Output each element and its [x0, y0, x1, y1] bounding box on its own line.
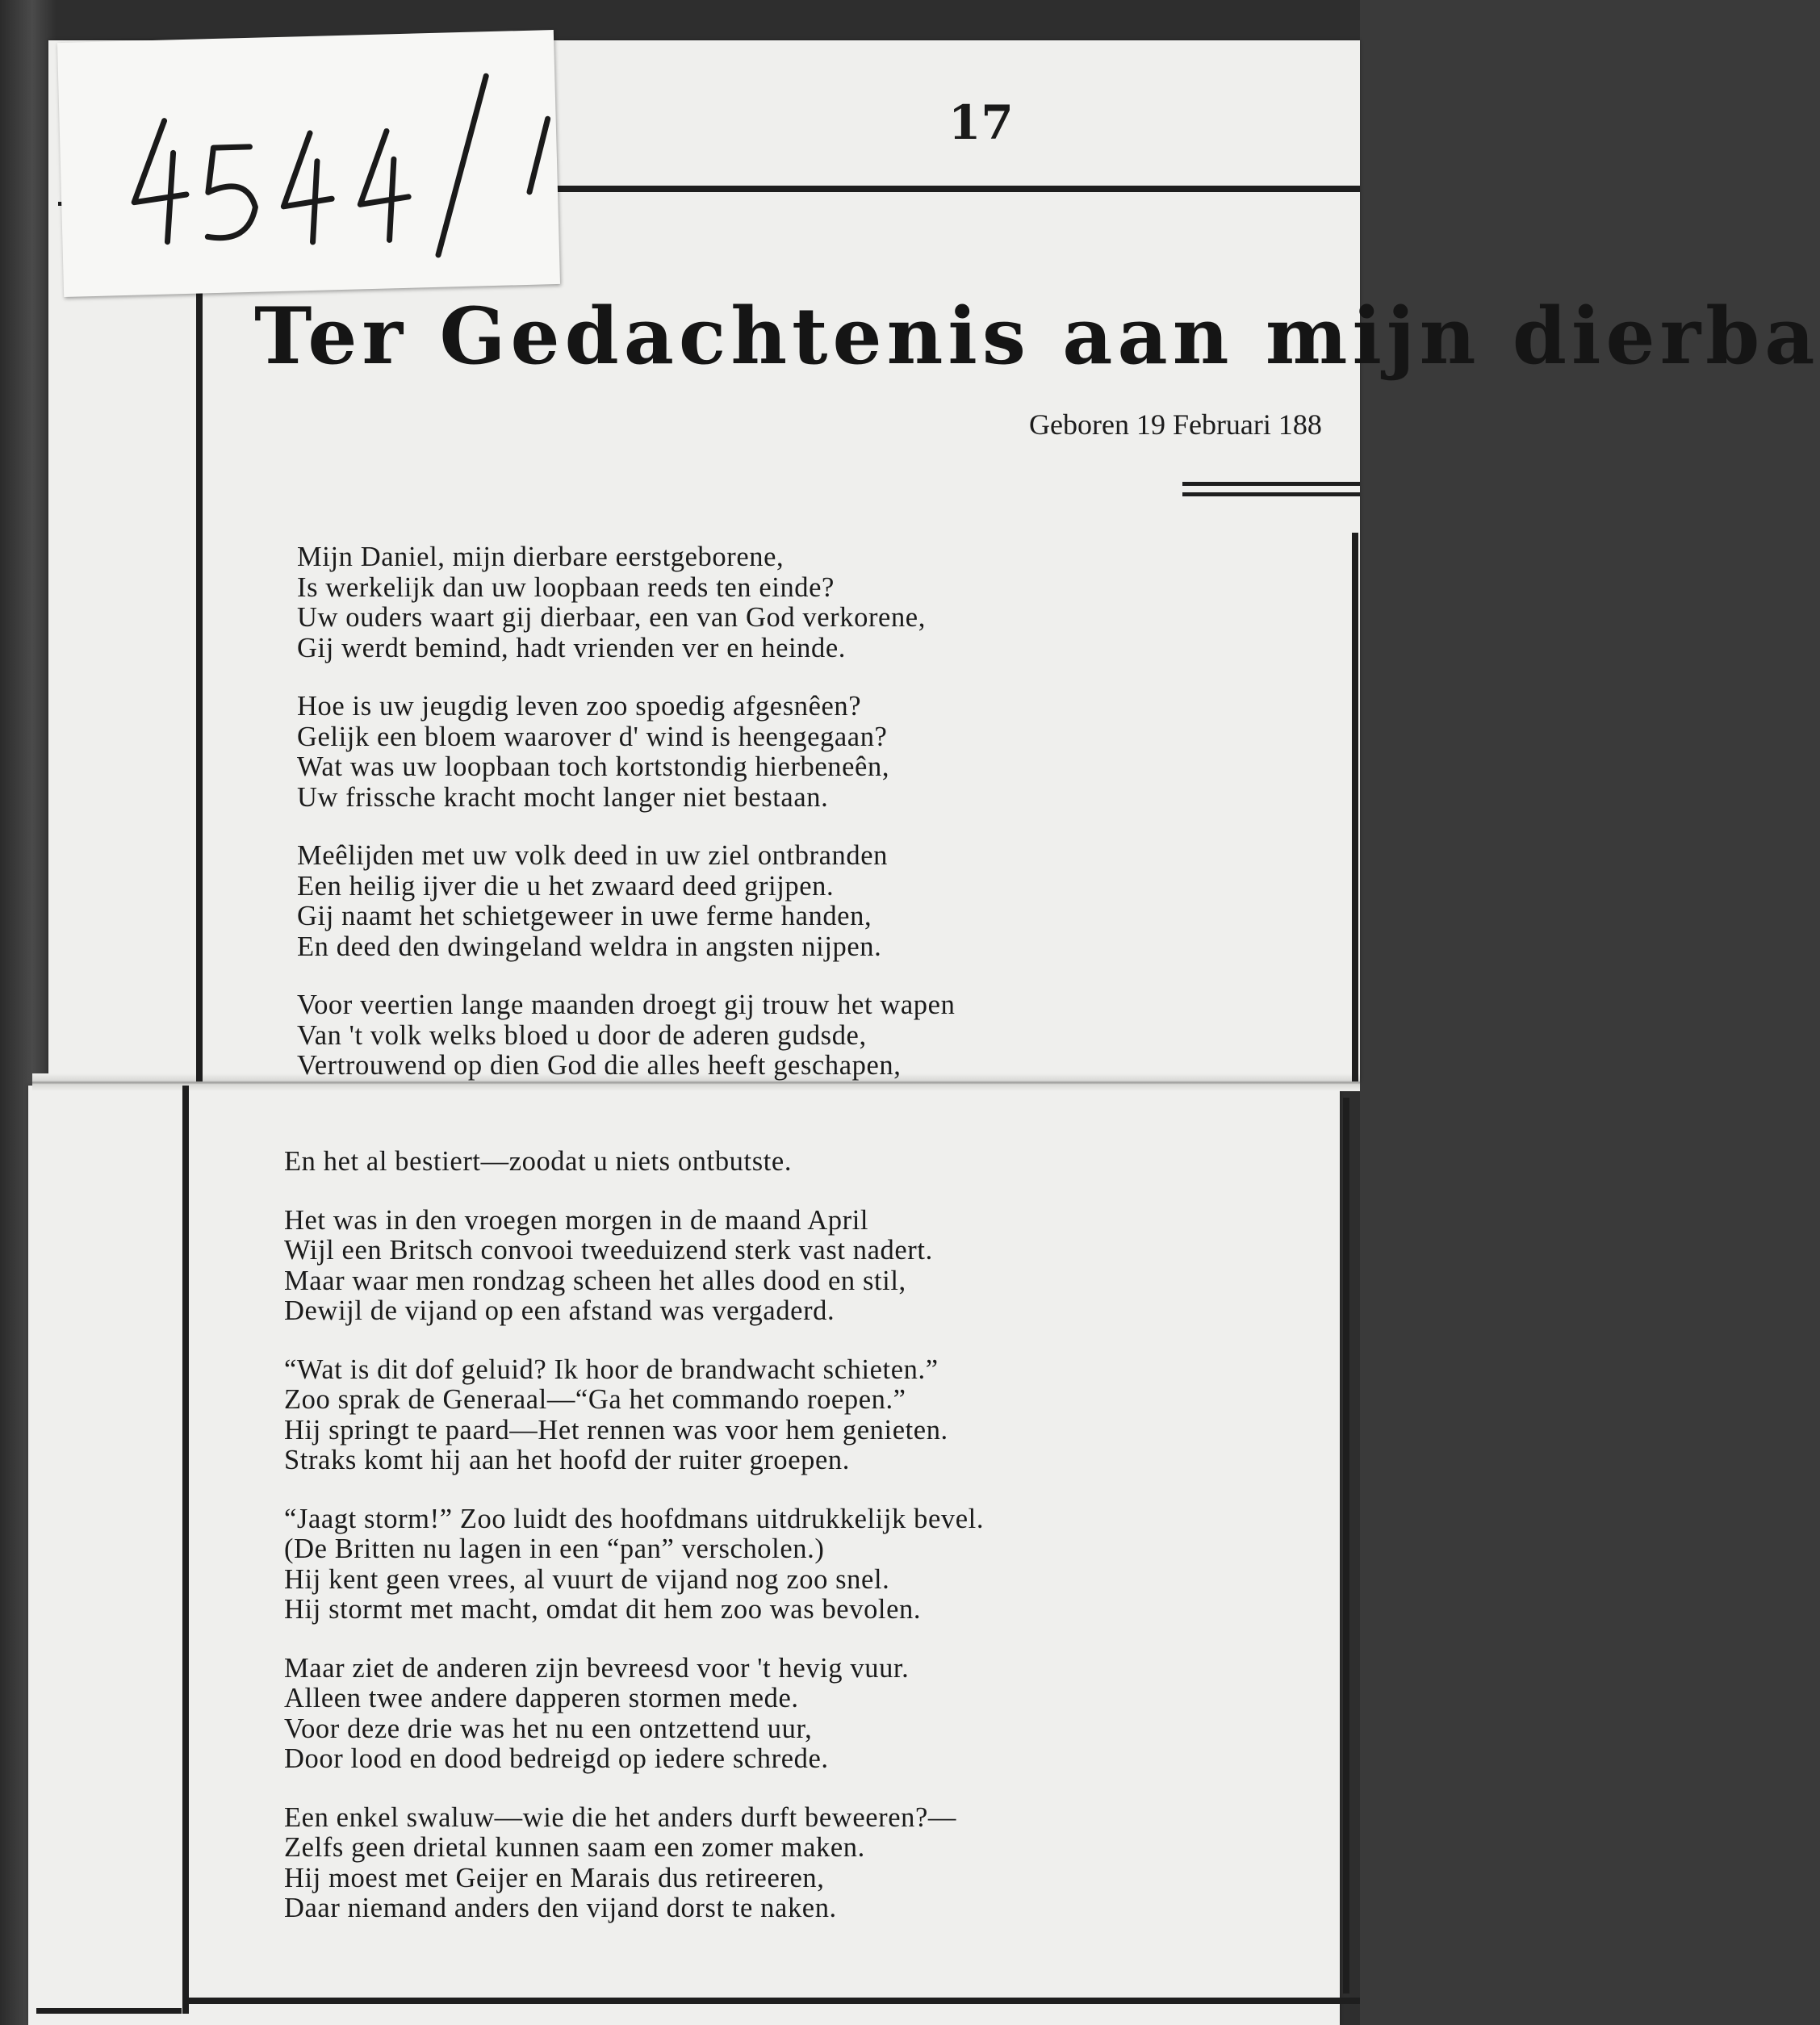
poem-line: Hij springt te paard—Het rennen was voor hem genieten.: [284, 1414, 948, 1446]
poem-upper: [297, 542, 1225, 1110]
stanza: [284, 1355, 1212, 1476]
poem-line: En het al bestiert—zoodat u niets ontbutste.: [284, 1146, 793, 1177]
poem-line: Van 't volk welks bloed u door de aderen gudsde,: [297, 1019, 867, 1051]
poem-line: Een heilig ijver die u het zwaard deed grijpen.: [297, 870, 835, 902]
poem-line: Zelfs geen drietal kunnen saam een zomer maken.: [284, 1832, 865, 1863]
poem-line: Door lood en dood bedreigd op iedere schrede.: [284, 1743, 829, 1774]
double-rule-lower: [1182, 492, 1360, 496]
poem-line: “Jaagt storm!” Zoo luidt des hoofdmans uitdrukkelijk bevel.: [284, 1503, 985, 1534]
poem-line: Gelijk een bloem waarover d' wind is heengegaan?: [297, 721, 888, 752]
poem-line: Het was in den vroegen morgen in de maand April: [284, 1204, 869, 1236]
catalog-label: [57, 30, 560, 297]
poem-line: Is werkelijk dan uw loopbaan reeds ten einde?: [297, 571, 835, 603]
poem-line: Hij stormt met macht, omdat dit hem zoo was bevolen.: [284, 1594, 922, 1625]
poem-line: En deed den dwingeland weldra in angsten nijpen.: [297, 931, 882, 962]
border-rule-bottom-left: [36, 2008, 182, 2014]
stanza: [284, 1803, 1212, 1924]
poem-line: Wat was uw loopbaan toch kortstondig hierbeneên,: [297, 751, 890, 782]
poem-line: Maar waar men rondzag scheen het alles dood en stil,: [284, 1265, 906, 1296]
poem-line: Een enkel swaluw—wie die het anders durft beweeren?—: [284, 1801, 957, 1833]
memorial-title: Ter Gedachtenis aan mijn dierba: [254, 291, 1820, 382]
poem-line: “Wat is dit dof geluid? Ik hoor de brandwacht schieten.”: [284, 1353, 939, 1385]
poem-line: Hij kent geen vrees, al vuurt de vijand nog zoo snel.: [284, 1563, 890, 1595]
border-rule-bottom: [189, 1998, 1360, 2004]
poem-line: Gij naamt het schietgeweer in uwe ferme handen,: [297, 901, 872, 931]
poem-line: Voor veertien lange maanden droegt gij trouw het wapen: [297, 989, 956, 1020]
poem-line: Mijn Daniel, mijn dierbare eerstgeborene,: [297, 542, 784, 572]
stanza: [284, 1147, 1212, 1178]
poem-line: Straks komt hij aan het hoofd der ruiter groepen.: [284, 1445, 851, 1475]
poem-line: Uw ouders waart gij dierbaar, een van God verkorene,: [297, 602, 926, 633]
poem-line: Wijl een Britsch convooi tweeduizend sterk vast nadert.: [284, 1235, 933, 1266]
border-rule-top: [553, 186, 1360, 192]
poem-line: Maar ziet de anderen zijn bevreesd voor 't hevig vuur.: [284, 1652, 910, 1684]
poem-line: Dewijl de vijand op een afstand was vergaderd.: [284, 1295, 835, 1326]
poem-line: Hij moest met Geijer en Marais dus retireeren,: [284, 1862, 825, 1893]
poem-line: Uw frissche kracht mocht langer niet bestaan.: [297, 781, 829, 813]
poem-line: Alleen twee andere dapperen stormen mede.: [284, 1683, 799, 1713]
stanza: [284, 1206, 1212, 1327]
poem-line: (De Britten nu lagen in een “pan” verscholen.): [284, 1533, 825, 1564]
poem-line: Meêlijden met uw volk deed in uw ziel ontbranden: [297, 840, 889, 871]
poem-lower: [284, 1147, 1212, 1952]
stanza: [297, 990, 1225, 1082]
poem-line: Voor deze drie was het nu een ontzettend uur,: [284, 1713, 813, 1744]
border-rule-right-lower: [1343, 1098, 1349, 1994]
poem-line: Gij werdt bemind, hadt vrienden ver en heinde.: [297, 632, 847, 663]
stanza: [284, 1504, 1212, 1625]
stanza: [297, 692, 1225, 813]
poem-line: Daar niemand anders den vijand dorst te naken.: [284, 1893, 837, 1923]
stanza: [297, 841, 1225, 962]
border-rule-left-lower: [182, 1086, 189, 2014]
stanza: [284, 1654, 1212, 1775]
border-rule-right-upper: [1352, 533, 1358, 1082]
page-number: 17: [948, 95, 1014, 150]
stanza: [297, 542, 1225, 663]
handwritten-catalog-number: [107, 62, 563, 276]
poem-line: Vertrouwend op dien God die alles heeft geschapen,: [297, 1050, 902, 1081]
poem-line: Zoo sprak de Generaal—“Ga het commando roepen.”: [284, 1384, 906, 1415]
birth-date-line: Geboren 19 Februari 188: [1029, 408, 1322, 441]
poem-line: Hoe is uw jeugdig leven zoo spoedig afgesnêen?: [297, 691, 862, 722]
double-rule-upper: [1182, 482, 1360, 486]
border-rule-left-upper: [196, 282, 203, 1082]
